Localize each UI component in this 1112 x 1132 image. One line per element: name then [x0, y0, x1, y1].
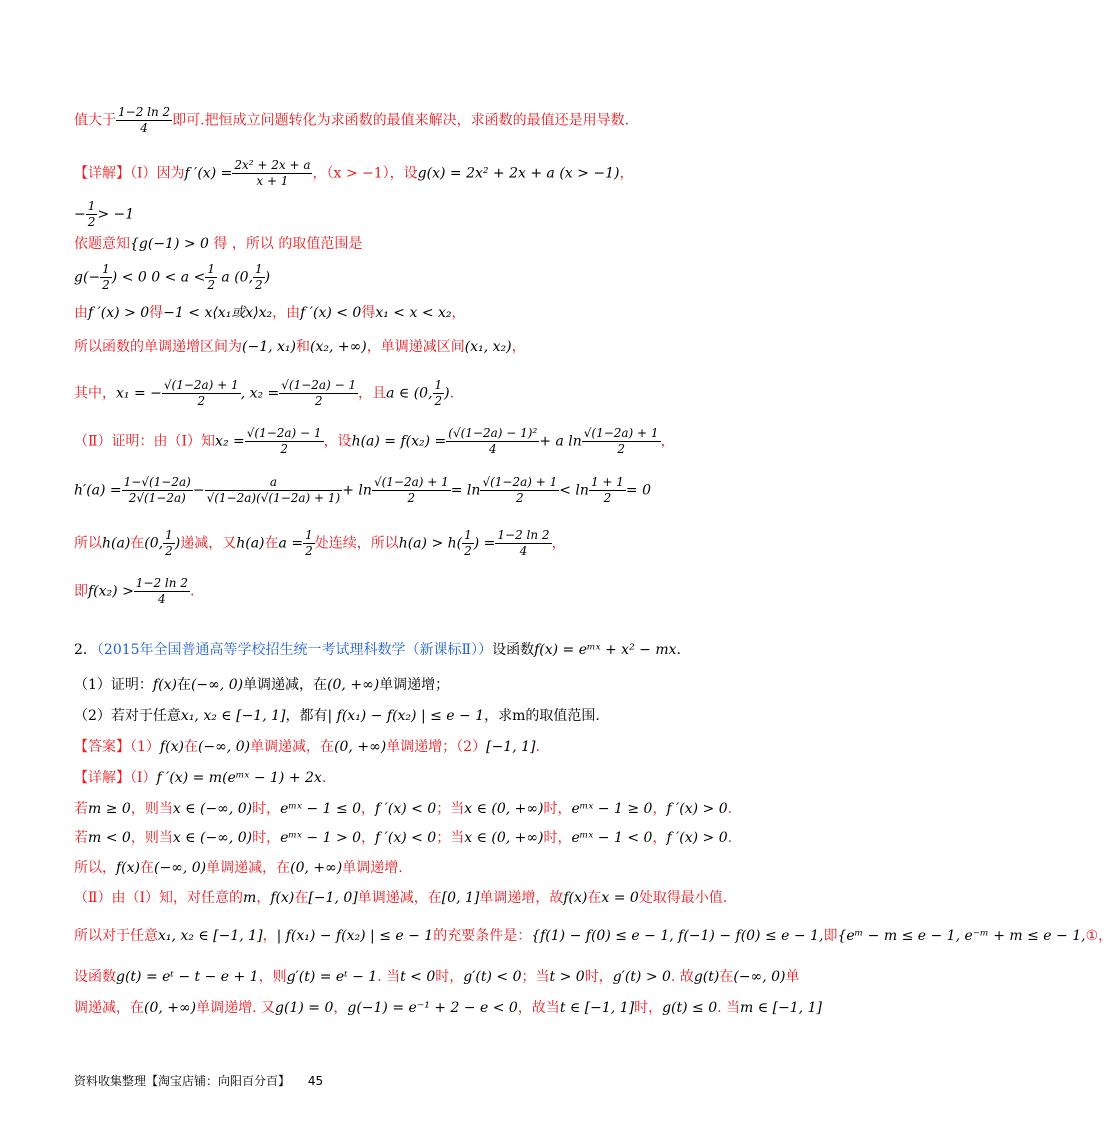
math-expression: eᵐˣ − 1 ≥ 0: [571, 801, 653, 817]
fraction: [495, 528, 551, 559]
math-expression: (x₂, +∞): [309, 339, 367, 355]
denominator: 2: [280, 442, 288, 456]
text-segment: . 故: [670, 969, 694, 985]
math-expression: t < 0: [400, 969, 436, 985]
numerator: √(1−2a) + 1: [373, 475, 449, 489]
fraction: [232, 158, 312, 189]
math-expression: g(t) = eᵗ − t − e + 1: [116, 969, 259, 985]
text-segment: （Ⅱ）由（Ⅰ）知，对任意的: [74, 890, 244, 906]
text-segment: 单调递增，故: [479, 890, 564, 906]
math-expression: ): [444, 385, 450, 402]
math-expression: x₁, x₂ ∈ [−1, 1]: [180, 708, 286, 724]
text-segment: ，: [511, 339, 526, 355]
text-line: [74, 640, 734, 660]
math-expression: {g(−1) > 0: [130, 236, 209, 252]
footer-text: 资料收集整理【淘宝店铺：向阳百分百】: [74, 1074, 291, 1088]
math-expression: f(x): [152, 677, 177, 693]
text-segment: 处取得最小值.: [638, 890, 728, 906]
math-expression: ): [264, 269, 271, 286]
fraction: [245, 426, 324, 457]
math-expression: g(t): [693, 969, 720, 985]
denominator: 2: [305, 544, 313, 558]
denominator: 2: [255, 278, 263, 292]
math-expression: f ′(x) > 0: [666, 830, 728, 846]
text-segment: .: [727, 830, 733, 846]
math-expression: m: [243, 890, 257, 906]
numerator: 1−2 ln 2: [135, 576, 188, 590]
math-expression: f(x): [270, 890, 295, 906]
text-segment: ，: [333, 1000, 348, 1016]
text-segment: 时，: [634, 1000, 663, 1016]
text-segment: ，故当: [517, 1000, 560, 1016]
numerator: 1: [434, 378, 443, 392]
math-expression: eᵐˣ − 1 ≤ 0: [280, 801, 362, 817]
math-expression: a (0,: [216, 269, 254, 286]
text-segment: 即: [823, 928, 838, 944]
math-expression: f ′(x) = m(eᵐˣ − 1) + 2x: [156, 770, 322, 786]
text-segment: 在: [587, 890, 602, 906]
math-expression: f(x): [116, 860, 141, 876]
math-expression: h(a): [102, 535, 131, 552]
denominator: 2: [603, 491, 612, 505]
text-segment: 处连续，所以: [314, 535, 399, 552]
text-segment: 所以，: [74, 860, 116, 876]
math-expression: g(x) = 2x² + 2x + a (x > −1): [417, 165, 620, 182]
denominator: 2: [407, 491, 416, 505]
math-expression: ): [174, 535, 181, 552]
text-segment: 单调递减，在: [357, 890, 442, 906]
text-line: [74, 828, 734, 848]
text-segment: ，且: [358, 385, 387, 402]
text-line: [74, 675, 734, 695]
text-segment: 调递减，在: [74, 1000, 144, 1016]
math-expression: f(x₂) >: [88, 583, 134, 600]
math-expression: f ′(x) < 0: [375, 830, 437, 846]
numerator: 1−√(1−2a): [123, 475, 191, 489]
math-expression: t > 0: [549, 969, 585, 985]
text-segment: ，: [256, 890, 271, 906]
fraction: [205, 262, 217, 293]
numerator: a: [205, 475, 343, 491]
text-line: [74, 888, 734, 908]
text-segment: 单调递减，在: [206, 860, 291, 876]
text-line: [74, 262, 734, 293]
fraction: [100, 262, 112, 293]
math-expression: g(t) ≤ 0: [662, 1000, 718, 1016]
text-segment: 的取值范围是: [273, 236, 363, 252]
math-expression: h′(a) =: [74, 482, 122, 499]
math-expression: h(a) > h(: [398, 535, 463, 552]
text-segment: 时，: [543, 801, 572, 817]
text-segment: 单调递增；: [379, 677, 450, 693]
text-segment: ，则: [258, 969, 287, 985]
math-expression: x₁, x₂ ∈ [−1, 1]: [158, 928, 263, 944]
numerator: 1: [305, 528, 313, 542]
math-expression: [−1, 1]: [486, 739, 536, 755]
numerator: √(1−2a) − 1: [246, 426, 322, 440]
math-expression: m < 0: [88, 830, 131, 846]
text-segment: ，则当: [130, 801, 173, 817]
text-segment: ，所以: [231, 236, 274, 252]
math-expression: [0, 1]: [441, 890, 480, 906]
fraction: [253, 262, 265, 293]
denominator: 2: [87, 215, 96, 229]
page-number: 45: [307, 1074, 324, 1088]
math-expression: x ∈ (0, +∞): [464, 801, 544, 817]
text-segment: 时，: [584, 969, 613, 985]
numerator: 2x² + 2x + a: [234, 158, 311, 172]
text-segment: . 当: [377, 969, 401, 985]
math-expression: + a ln: [539, 433, 582, 450]
text-segment: 得: [149, 305, 164, 321]
math-expression: eᵐˣ − 1 > 0: [280, 830, 362, 846]
math-expression: f ′(x) =: [184, 165, 233, 182]
text-segment: .: [449, 385, 455, 402]
text-line: [74, 199, 734, 230]
text-segment: 若: [74, 801, 88, 817]
math-expression: {eᵐ − m ≤ e − 1, e⁻ᵐ + m ≤ e − 1,: [837, 928, 1086, 944]
text-segment: ，: [652, 830, 667, 846]
text-segment: ；当: [436, 801, 465, 817]
math-expression: (0, +∞): [327, 677, 380, 693]
math-expression: x ∈ (−∞, 0): [172, 801, 253, 817]
math-expression: (0, +∞): [334, 739, 387, 755]
text-segment: 值大于: [74, 112, 116, 129]
numerator: (√(1−2a) − 1)²: [448, 426, 538, 440]
denominator: 2: [617, 442, 625, 456]
math-expression: (x₁, x₂): [464, 339, 512, 355]
text-segment: 时，: [543, 830, 572, 846]
numerator: √(1−2a) + 1: [583, 426, 659, 440]
text-segment: 得: [361, 305, 376, 321]
text-segment: 在: [183, 739, 198, 755]
text-segment: ，: [262, 928, 277, 944]
numerator: √(1−2a) + 1: [163, 378, 239, 392]
math-expression: (−∞, 0): [154, 860, 207, 876]
text-line: [74, 998, 822, 1018]
text-segment: 单调递增. 又: [196, 1000, 276, 1016]
text-segment: 在: [719, 969, 734, 985]
text-line: [74, 967, 800, 987]
text-segment: 单: [785, 969, 800, 985]
text-segment: 得: [208, 236, 232, 252]
math-expression: f ′(x) < 0: [300, 305, 362, 321]
text-segment: （Ⅰ）因为: [130, 165, 185, 182]
math-expression: (0,: [144, 535, 164, 552]
text-segment: .: [727, 801, 733, 817]
math-expression: g(−1) = e⁻¹ + 2 − e < 0: [347, 1000, 518, 1016]
math-expression: g′(t) > 0: [612, 969, 671, 985]
text-segment: 所以: [74, 535, 102, 552]
denominator: √(1−2a)(√(1−2a) + 1): [206, 491, 341, 505]
math-expression: x ∈ (0, +∞): [464, 830, 544, 846]
fraction: [480, 475, 559, 506]
text-segment: 所以对于任意: [74, 928, 158, 944]
text-segment: ，由: [272, 305, 301, 321]
fraction: [372, 475, 451, 506]
text-segment: ，: [660, 433, 675, 450]
fraction: [122, 475, 193, 506]
denominator: 2: [165, 544, 173, 558]
text-segment: 【详解】: [74, 770, 130, 786]
numerator: 1: [464, 528, 472, 542]
text-segment: 单调递减，在: [243, 677, 328, 693]
denominator: 2: [464, 544, 472, 558]
text-line: [74, 706, 734, 726]
text-segment: 单调递减，在: [250, 739, 335, 755]
text-segment: 在: [294, 890, 309, 906]
text-segment: ，都有: [285, 708, 328, 724]
fraction: [589, 475, 626, 506]
text-segment: ，: [361, 801, 376, 817]
text-line: [74, 926, 1112, 946]
math-expression: f(x): [563, 890, 588, 906]
math-expression: (−∞, 0): [733, 969, 786, 985]
text-segment: ，: [451, 305, 466, 321]
numerator: 1 + 1: [590, 475, 624, 489]
text-line: [74, 799, 734, 819]
math-expression: < ln: [559, 482, 589, 499]
math-expression: x ∈ (−∞, 0): [172, 830, 253, 846]
text-segment: 2．: [74, 642, 97, 658]
denominator: 4: [488, 442, 497, 456]
math-expression: −1 < x⟨x₁或x⟩x₂: [163, 305, 273, 321]
text-segment: 所以函数的单调递增区间为: [74, 339, 242, 355]
text-segment: ，设: [323, 433, 352, 450]
math-expression: −: [192, 482, 205, 499]
text-segment: 设函数: [74, 969, 116, 985]
text-segment: 时，: [435, 969, 464, 985]
math-expression: f(x): [159, 739, 184, 755]
math-expression: > −1: [97, 206, 135, 223]
text-segment: . 当: [717, 1000, 741, 1016]
denominator: 4: [519, 544, 528, 558]
math-expression: = 0: [625, 482, 651, 499]
denominator: 2: [516, 491, 524, 505]
text-segment: 【详解】: [74, 165, 130, 182]
fraction: [462, 528, 474, 559]
math-expression: f ′(x) > 0: [88, 305, 150, 321]
text-segment: ；当: [521, 969, 550, 985]
text-segment: 【答案】: [74, 739, 130, 755]
math-expression: [−1, 0]: [308, 890, 358, 906]
text-segment: ，: [551, 535, 566, 552]
math-expression: ) =: [473, 535, 496, 552]
text-segment: 设函数: [492, 642, 535, 658]
text-line: [74, 768, 734, 788]
denominator: 4: [158, 592, 166, 606]
text-segment: .: [676, 642, 681, 658]
text-line: [74, 528, 734, 559]
denominator: 2: [434, 394, 443, 408]
text-segment: 的充要条件是：: [433, 928, 532, 944]
text-line: [74, 426, 734, 457]
text-segment: .: [321, 770, 327, 786]
numerator: 1−2 ln 2: [497, 528, 550, 542]
math-expression: g(−: [74, 269, 101, 286]
fraction: [433, 378, 445, 409]
text-segment: 即: [74, 583, 88, 600]
text-segment: ，则当: [130, 830, 173, 846]
text-line: [74, 475, 734, 506]
math-expression: , x₂ =: [240, 385, 280, 402]
text-segment: 单调递增；（2）: [386, 739, 487, 755]
text-segment: 由: [74, 305, 88, 321]
math-expression: x₂ =: [215, 433, 245, 450]
math-expression: t ∈ [−1, 1]: [559, 1000, 635, 1016]
text-segment: ①，: [1085, 928, 1112, 944]
text-line: [74, 337, 734, 357]
numerator: 1: [87, 199, 96, 213]
text-segment: 时，: [252, 801, 281, 817]
text-segment: 单调递增.: [342, 860, 403, 876]
text-segment: 其中，: [74, 385, 116, 402]
fraction: [303, 528, 315, 559]
text-segment: （Ⅱ）证明：由（Ⅰ）知: [74, 433, 216, 450]
fraction: [205, 475, 343, 506]
fraction: [446, 426, 539, 457]
math-expression: h(a): [236, 535, 265, 552]
text-segment: 时，: [252, 830, 281, 846]
denominator: 2: [102, 278, 110, 292]
math-expression: f ′(x) < 0: [375, 801, 437, 817]
text-segment: （2）若对于任意: [74, 708, 181, 724]
text-segment: ；当: [436, 830, 465, 846]
numerator: 1: [207, 262, 215, 276]
denominator: 2√(1−2a): [128, 491, 186, 505]
text-segment: 递减，又: [180, 535, 237, 552]
math-expression: (−∞, 0): [197, 739, 251, 755]
math-expression: −: [74, 206, 86, 223]
math-expression: | f(x₁) − f(x₂) | ≤ e − 1: [276, 928, 434, 944]
numerator: 1: [255, 262, 263, 276]
text-line: [74, 234, 734, 254]
text-segment: 和: [295, 339, 310, 355]
math-expression: x = 0: [601, 890, 639, 906]
math-expression: (−∞, 0): [190, 677, 244, 693]
denominator: x + 1: [256, 174, 289, 188]
numerator: √(1−2a) − 1: [281, 378, 357, 392]
text-segment: .: [535, 739, 540, 755]
math-expression: (0, +∞): [290, 860, 343, 876]
text-segment: 若: [74, 830, 88, 846]
math-expression: h(a) = f(x₂) =: [351, 433, 447, 450]
math-expression: g′(t) < 0: [463, 969, 522, 985]
math-expression: m ≥ 0: [88, 801, 131, 817]
math-expression: g(1) = 0: [275, 1000, 334, 1016]
fraction: [116, 105, 172, 136]
fraction: [163, 528, 175, 559]
text-segment: （1）: [130, 739, 160, 755]
fraction: [86, 199, 98, 230]
math-expression: = ln: [450, 482, 481, 499]
text-segment: ，: [361, 830, 376, 846]
text-line: [74, 378, 734, 409]
math-expression: {f(1) − f(0) ≤ e − 1, f(−1) − f(0) ≤ e − 1,: [531, 928, 824, 944]
denominator: 2: [207, 278, 215, 292]
math-expression: g′(t) = eᵗ − 1: [286, 969, 378, 985]
denominator: 2: [314, 394, 323, 408]
math-expression: x₁ = −: [116, 385, 162, 402]
math-expression: m ∈ [−1, 1]: [740, 1000, 822, 1016]
text-segment: ，（x > −1），设: [312, 165, 418, 182]
text-segment: 依题意知: [74, 236, 130, 252]
numerator: 1−2 ln 2: [118, 105, 171, 119]
denominator: 2: [197, 394, 206, 408]
text-segment: 在: [176, 677, 191, 693]
text-segment: 在: [130, 535, 145, 552]
text-line: [74, 158, 734, 189]
math-expression: | f(x₁) − f(x₂) | ≤ e − 1: [327, 708, 485, 724]
math-expression: eᵐˣ − 1 < 0: [571, 830, 653, 846]
math-expression: x₁ < x < x₂: [375, 305, 452, 321]
math-expression: f(x) = eᵐˣ + x² − mx: [534, 642, 677, 658]
numerator: 1: [102, 262, 110, 276]
math-expression: ) < 0 0 < a <: [111, 269, 206, 286]
text-segment: （2015年全国普通高等学校招生统一考试理科数学（新课标Ⅱ））: [96, 642, 493, 658]
text-line: [74, 858, 734, 878]
fraction: [162, 378, 241, 409]
denominator: 4: [140, 121, 148, 135]
text-line: [74, 303, 734, 323]
math-expression: + ln: [342, 482, 372, 499]
math-expression: (−1, x₁): [242, 339, 296, 355]
text-line: [74, 737, 734, 757]
math-expression: a =: [278, 535, 304, 552]
numerator: 1: [165, 528, 173, 542]
math-expression: a ∈ (0,: [386, 385, 433, 402]
text-segment: .: [189, 583, 195, 600]
text-segment: ，: [619, 165, 634, 182]
fraction: [582, 426, 661, 457]
page-footer: [74, 1072, 323, 1089]
text-line: [74, 105, 734, 136]
math-expression: f ′(x) > 0: [666, 801, 728, 817]
text-segment: ，求m的取值范围.: [484, 708, 600, 724]
fraction: [134, 576, 190, 607]
text-segment: 在: [140, 860, 155, 876]
text-line: [74, 576, 734, 607]
text-segment: ，单调递减区间: [366, 339, 465, 355]
fraction: [279, 378, 358, 409]
text-segment: ，: [652, 801, 667, 817]
text-segment: （Ⅰ）: [130, 770, 157, 786]
text-segment: （1）证明：: [74, 677, 153, 693]
math-expression: (0, +∞): [144, 1000, 197, 1016]
numerator: √(1−2a) + 1: [482, 475, 558, 489]
text-segment: 即可.把恒成立问题转化为求函数的最值来解决，求函数的最值还是用导数.: [172, 112, 630, 129]
text-segment: 在: [264, 535, 279, 552]
